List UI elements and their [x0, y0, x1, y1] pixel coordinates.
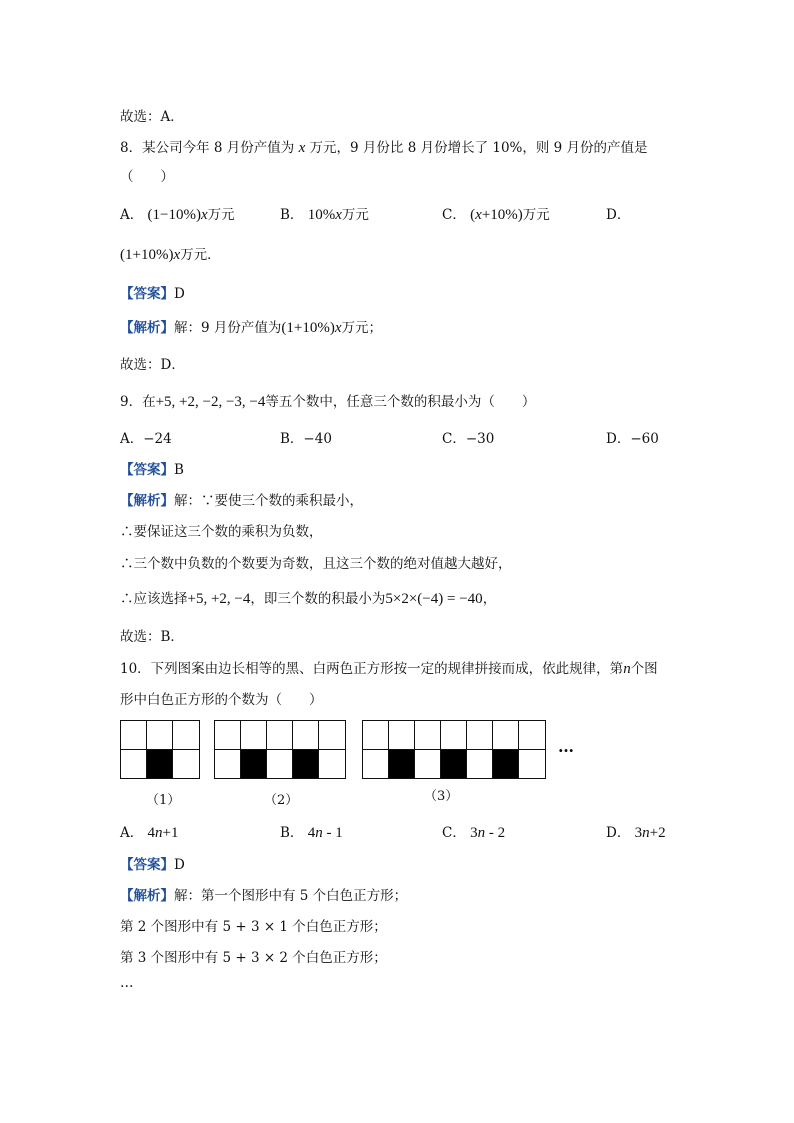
white-square: [266, 749, 294, 779]
q10-option-a-expr-a: 4: [147, 825, 156, 841]
q9-analysis-tag: 【解析】: [120, 493, 174, 509]
q9-analysis-text: 解：∵要使三个数的乘积最小，: [174, 493, 363, 509]
q8-option-b[interactable]: [280, 203, 369, 224]
q8-analysis-var: x: [334, 320, 342, 336]
q10-option-b-expr-a: 4: [307, 825, 316, 841]
white-square: [362, 720, 390, 750]
q8-option-d-unit: 万元．: [180, 247, 221, 263]
q9-analysis-4-a: ∴应该选择: [120, 591, 188, 607]
q10-option-b[interactable]: [280, 821, 343, 842]
q10-option-b-label: B．: [280, 825, 304, 841]
q9-stem-nums: +5, +2, −2, −3, −4: [155, 394, 266, 410]
white-square: [466, 720, 494, 750]
q10-option-d-label: D．: [606, 825, 631, 841]
q10-stem-var: n: [623, 661, 631, 677]
q10-analysis-3: 第 3 个图形中有 5 + 3 × 2 个白色正方形；: [120, 950, 387, 966]
q8-option-c-expr-b: +10%): [481, 207, 523, 223]
q9-analysis-4-nums: +5, +2, −4: [187, 591, 251, 607]
black-square: [440, 749, 468, 779]
q10-analysis-text: 解：第一个图形中有 5 个白色正方形；: [174, 888, 408, 904]
q10-stem-1a: 10．下列图案由边长相等的黑、白两色正方形按一定的规律拼接而成，依此规律，第: [120, 661, 624, 677]
q8-answer: [120, 282, 185, 302]
prev-conclusion: 故选：A．: [120, 109, 184, 125]
white-square: [518, 749, 546, 779]
q10-stem-1: [120, 657, 658, 678]
q10-option-d-var: n: [642, 825, 650, 841]
q8-option-b-expr: 10%: [307, 207, 336, 223]
q8-option-c-expr-a: (: [470, 207, 476, 223]
q8-option-d-label[interactable]: D．: [606, 207, 631, 223]
q9-option-a[interactable]: A．−24: [120, 431, 172, 447]
white-square: [214, 749, 242, 779]
q8-analysis-tag: 【解析】: [120, 320, 174, 336]
q8-conclusion: 故选：D．: [120, 357, 185, 373]
white-square: [292, 720, 320, 750]
white-square: [362, 749, 390, 779]
q8-option-a-label: A．: [120, 207, 144, 223]
q10-answer: [120, 853, 185, 873]
q8-option-c[interactable]: [442, 203, 550, 224]
white-square: [440, 720, 468, 750]
q8-answer-value: D: [174, 286, 185, 302]
black-square: [292, 749, 320, 779]
q9-analysis-4-expr: 5×2×(−4) = −40: [385, 591, 483, 607]
q9-analysis-4: [120, 587, 496, 608]
q10-option-b-expr-b: - 1: [322, 825, 343, 841]
black-square: [492, 749, 520, 779]
q10-option-a-var: n: [155, 825, 163, 841]
white-square: [466, 749, 494, 779]
q8-option-d-expr: (1+10%): [120, 247, 174, 263]
q10-option-c-expr-a: 3: [470, 825, 478, 841]
q8-option-a[interactable]: [120, 203, 235, 224]
q9-answer-value: B: [174, 462, 184, 478]
q8-option-c-var: x: [475, 207, 482, 223]
q8-paren: （ ）: [120, 169, 174, 185]
q9-analysis-3: ∴三个数中负数的个数要为奇数，且这三个数的绝对值越大越好，: [120, 556, 512, 572]
black-square: [146, 749, 174, 779]
q8-analysis-text-a: 解：9 月份产值为: [174, 320, 282, 336]
q8-answer-tag: 【答案】: [120, 286, 174, 302]
q10-option-c-var: n: [477, 825, 486, 841]
q10-option-a-expr-b: +1: [162, 825, 179, 841]
q10-analysis-4: …: [120, 975, 134, 991]
q9-option-d[interactable]: D．−60: [606, 431, 659, 447]
q8-analysis-expr: (1+10%): [281, 320, 335, 336]
q9-analysis-1: [120, 489, 363, 509]
q10-option-a[interactable]: [120, 821, 179, 842]
q8-stem-a: 8．某公司今年 8 月份产值为: [120, 140, 299, 156]
white-square: [146, 720, 174, 750]
q10-figure-1-label: （1）: [146, 793, 181, 808]
q10-stem-1b: 个图: [630, 661, 658, 677]
q8-option-b-unit: 万元: [341, 207, 369, 223]
q8-option-c-unit: 万元: [522, 207, 550, 223]
black-square: [388, 749, 416, 779]
q9-analysis-4-b: ，即三个数的积最小为: [250, 591, 386, 607]
q8-var-x: x: [298, 140, 306, 156]
q8-option-b-label: B．: [280, 207, 304, 223]
q10-option-d[interactable]: [606, 821, 666, 842]
q10-option-d-expr-b: +2: [649, 825, 666, 841]
white-square: [120, 720, 148, 750]
white-square: [318, 720, 346, 750]
q10-figure-ellipsis: …: [558, 737, 575, 756]
white-square: [414, 720, 442, 750]
q8-analysis: [120, 316, 382, 337]
white-square: [492, 720, 520, 750]
q8-option-d[interactable]: [120, 243, 221, 264]
q10-option-d-expr-a: 3: [634, 825, 643, 841]
q8-stem: [120, 136, 648, 157]
q8-stem-b: 万元，9 月份比 8 月份增长了 10%，则 9 月份的产值是: [305, 140, 648, 156]
white-square: [120, 749, 148, 779]
q9-stem-b: 等五个数中，任意三个数的积最小为（ ）: [265, 394, 536, 410]
q10-analysis-1: [120, 884, 407, 904]
q8-option-a-unit: 万元: [207, 207, 235, 223]
q10-analysis-tag: 【解析】: [120, 888, 174, 904]
q9-stem: [120, 390, 535, 411]
white-square: [414, 749, 442, 779]
q10-analysis-2: 第 2 个图形中有 5 + 3 × 1 个白色正方形；: [120, 919, 387, 935]
q8-option-d-var: x: [173, 247, 181, 263]
q8-option-c-label: C．: [442, 207, 466, 223]
q9-answer-tag: 【答案】: [120, 462, 174, 478]
q9-conclusion: 故选：B．: [120, 629, 184, 645]
black-square: [240, 749, 268, 779]
q10-figure-2-label: （2）: [264, 793, 299, 808]
q10-option-c-label: C．: [442, 825, 466, 841]
q9-option-c[interactable]: C．−30: [442, 431, 495, 447]
q10-answer-tag: 【答案】: [120, 857, 174, 873]
white-square: [518, 720, 546, 750]
q9-option-b[interactable]: B．−40: [280, 431, 332, 447]
q8-analysis-text-b: 万元；: [341, 320, 383, 336]
q10-answer-value: D: [174, 857, 185, 873]
white-square: [172, 720, 200, 750]
q10-option-b-var: n: [315, 825, 323, 841]
white-square: [214, 720, 242, 750]
white-square: [266, 720, 294, 750]
q10-stem-2: 形中白色正方形的个数为（ ）: [120, 692, 323, 708]
q10-option-c[interactable]: [442, 821, 505, 842]
q8-option-a-var: x: [201, 207, 208, 223]
q9-analysis-2: ∴要保证这三个数的乘积为负数，: [120, 524, 323, 540]
q10-option-c-expr-b: - 2: [485, 825, 506, 841]
q10-option-a-label: A．: [120, 825, 144, 841]
white-square: [240, 720, 268, 750]
white-square: [172, 749, 200, 779]
white-square: [318, 749, 346, 779]
q8-option-b-var: x: [335, 207, 342, 223]
q9-answer: [120, 458, 184, 478]
white-square: [388, 720, 416, 750]
q8-option-a-expr: (1−10%): [147, 207, 201, 223]
q9-analysis-4-c: ，: [482, 591, 497, 607]
q10-figure-3-label: （3）: [424, 789, 459, 804]
q9-stem-a: 9．在: [120, 394, 156, 410]
